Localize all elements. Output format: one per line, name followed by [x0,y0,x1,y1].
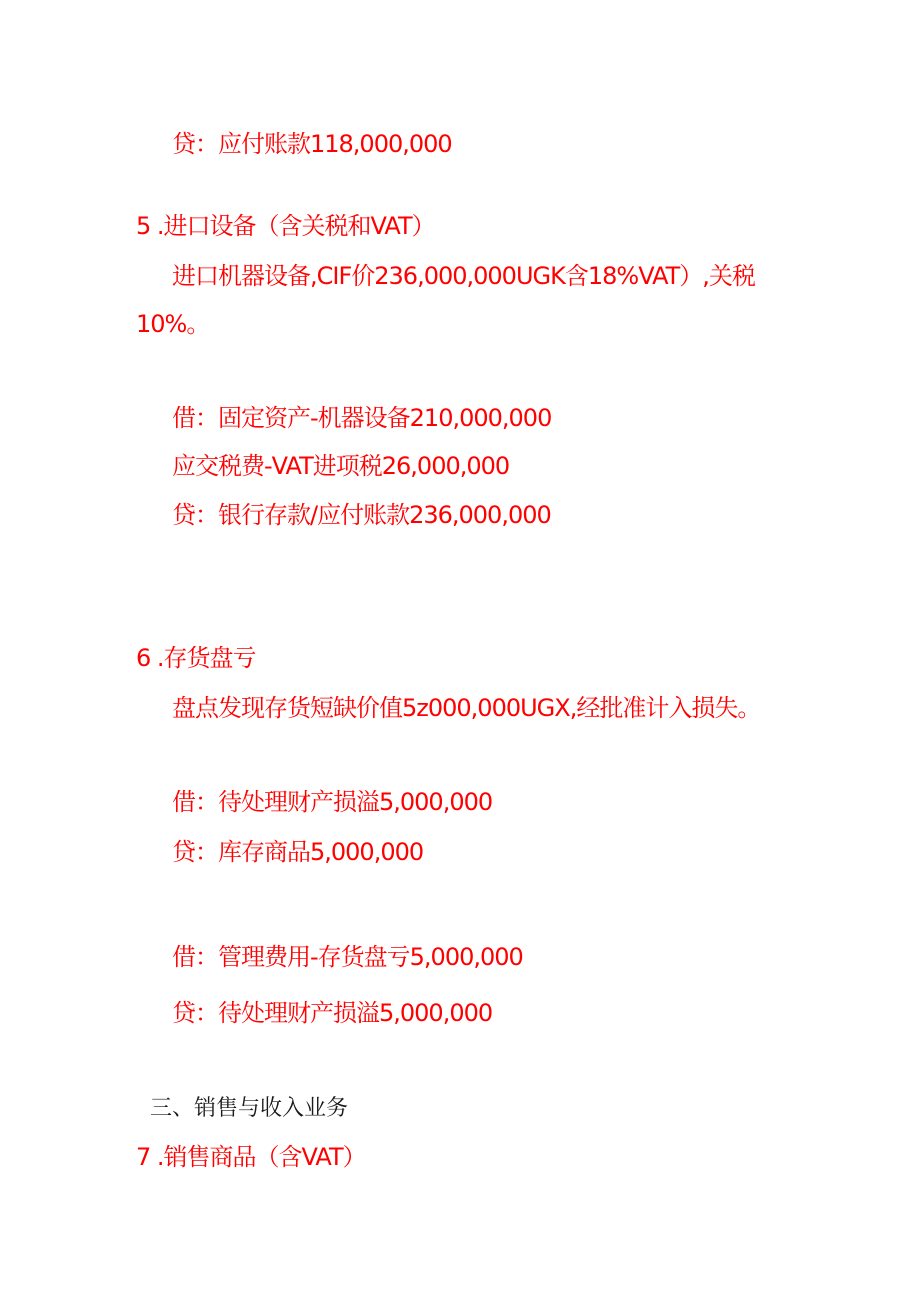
debit-pending-loss-line: 借：待处理财产损溢5,000,000 [172,788,493,816]
part-3-heading: 三、销售与收入业务 [150,1096,349,1121]
debit-fixed-assets-line: 借：固定资产-机器设备210,000,000 [172,404,552,432]
tax-payable-vat-input-line: 应交税费-VAT进项税26,000,000 [172,452,510,480]
section-6-heading: 6 .存货盘亏 [136,644,256,672]
inventory-shortage-description: 盘点发现存货短缺价值5z000,000UGX,经批准计入损失。 [172,694,761,722]
credit-bank-deposit-line: 贷：银行存款/应付账款236,000,000 [172,501,551,529]
debit-admin-expense-line: 借：管理费用-存货盘亏5,000,000 [172,943,523,971]
credit-pending-loss-line: 贷：待处理财产损溢5,000,000 [172,999,493,1027]
credit-accounts-payable-line: 贷：应付账款118,000,000 [172,130,452,158]
import-equipment-description-cont: 10%。 [136,310,210,338]
import-equipment-description: 进口机器设备,CIF价236,000,000UGK含18%VAT）,关税 [172,262,755,290]
section-7-heading: 7 .销售商品（含VAT） [136,1143,366,1171]
credit-inventory-goods-line: 贷：库存商品5,000,000 [172,838,424,866]
section-5-heading: 5 .进口设备（含关税和VAT） [136,212,435,240]
